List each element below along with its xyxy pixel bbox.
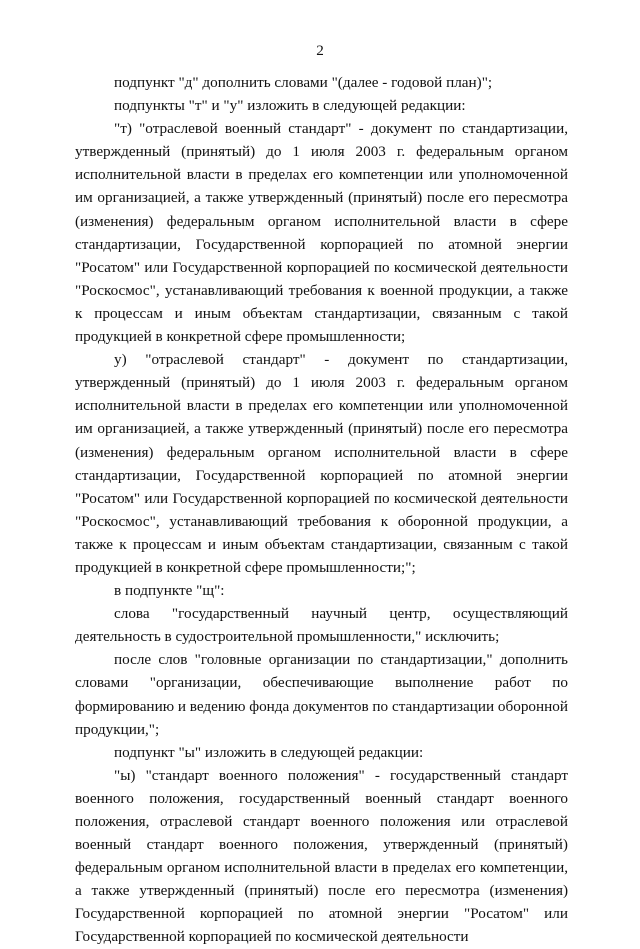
paragraph-podpunkt-shch: в подпункте "щ": [114,582,225,600]
document-body [75,71,568,949]
paragraph-y-definition: "ы) "стандарт военного положения" - государственный стандарт военного положения, государственный военный стандарт военного положения, отраслевой стандарт военного положения или отраслевой военный стандарт военного положения, утвержденный (принятый) федеральным органом исполнительной власти в пределах его компетенции, а также утвержденный (принятый) после его пересмотра (изменения) Государственной корпорацией по атомной энергии "Росатом" или Государственной корпорацией по космической деятельности [75,766,568,946]
paragraph-after-words-add: после слов "головные организации по стандартизации," дополнить словами "организации, обеспечивающие выполнение работ по формированию и ведению фонда документов по стандартизации оборонной продукции,"; [75,651,569,738]
page-number: 2 [316,42,324,59]
paragraph-t-definition: "т) "отраслевой военный стандарт" - документ по стандартизации, утвержденный (принятый) до 1 июля 2003 г. федеральным органом исполнительной власти в пределах его компетенции или уполномоченной им организацией, а также утвержденный (принятый) после его пересмотра (изменения) федеральным органом исполнительной власти в сфере стандартизации, Государственной корпорацией по атомной энергии "Росатом" или Государственной корпорацией по космической деятельности "Роскосмос", устанавливающий требования к военной продукции, а также к процессам и иным объектам стандартизации, связанным с такой продукцией в конкретной сфере промышленности; [75,120,568,346]
paragraph-podpunkt-y: подпункт "ы" изложить в следующей редакции: [114,743,424,761]
paragraph-words-exclude: слова "государственный научный центр, осуществляющий деятельность в судостроительной промышленности," исключить; [75,605,568,646]
paragraph-u-definition: у) "отраслевой стандарт" - документ по стандартизации, утвержденный (принятый) до 1 июля 2003 г. федеральным органом исполнительной власти в пределах его компетенции или уполномоченной им организацией, а также утвержденный (принятый) после его пересмотра (изменения) федеральным органом исполнительной власти в сфере стандартизации, Государственной корпорацией по атомной энергии "Росатом" или Государственной корпорацией по космической деятельности "Роскосмос", устанавливающий требования к оборонной продукции, а также к процессам и иным объектам стандартизации, связанным с такой продукцией в конкретной сфере промышленности;"; [75,351,568,576]
paragraph-podpunkt-d: подпункт "д" дополнить словами "(далее - годовой план)"; [114,74,493,91]
paragraph-podpunkty-t-u: подпункты "т" и "у" изложить в следующей редакции: [114,97,466,115]
